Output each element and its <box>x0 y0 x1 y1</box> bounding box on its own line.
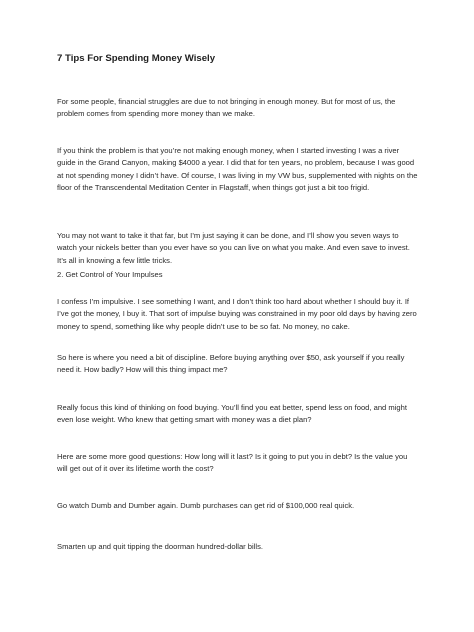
paragraph-intro: For some people, financial struggles are due to not bringing in enough money. But for most of us, the problem comes from spending more money than we make. <box>57 97 396 119</box>
document-title: 7 Tips For Spending Money Wisely <box>57 53 216 64</box>
paragraph-discipline: So here is where you need a bit of discipline. Before buying anything over $50, ask yourself if you really need it. How badly? How will this thing impact me? <box>57 353 405 375</box>
paragraph-good-questions: Here are some more good questions: How long will it last? Is it going to put you in debt? Is the value you will get out of it over its lifetime worth the cost? <box>57 452 408 474</box>
paragraph-food-buying: Really focus this kind of thinking on food buying. You’ll find you eat better, spend less on food, and might even lose weight. Who knew that getting smart with money was a diet plan? <box>57 403 407 425</box>
paragraph-impulsive: I confess I’m impulsive. I see something I want, and I don’t think too hard about whether I should buy it. If I’ve got the money, I buy it. That sort of impulse buying was constrained in my poor old days by having zero money to spend, something like why people didn’t use to be so fat. No money, no cake. <box>57 297 417 331</box>
paragraph-seven-ways: You may not want to take it that far, but I’m just saying it can be done, and I’ll show you seven ways to watch your nickels better than you ever have so you can live on what you make. And even save to invest. It’s all in knowing a few little tricks. <box>57 231 410 265</box>
paragraph-smarten-up: Smarten up and quit tipping the doorman hundred-dollar bills. <box>57 542 264 551</box>
section-heading-impulses: 2. Get Control of Your Impulses <box>57 270 163 279</box>
paragraph-river-guide: If you think the problem is that you’re not making enough money, when I started investing I was a river guide in the Grand Canyon, making $4000 a year. I did that for ten years, no problem, because I was good at not spending money I didn’t have. Of course, I was living in my VW bus, supplemented with nights on the floor of the Transcendental Meditation Center in Flagstaff, when things got just a bit too frigid. <box>57 146 418 192</box>
paragraph-dumb-and-dumber: Go watch Dumb and Dumber again. Dumb purchases can get rid of $100,000 real quick. <box>57 501 355 510</box>
